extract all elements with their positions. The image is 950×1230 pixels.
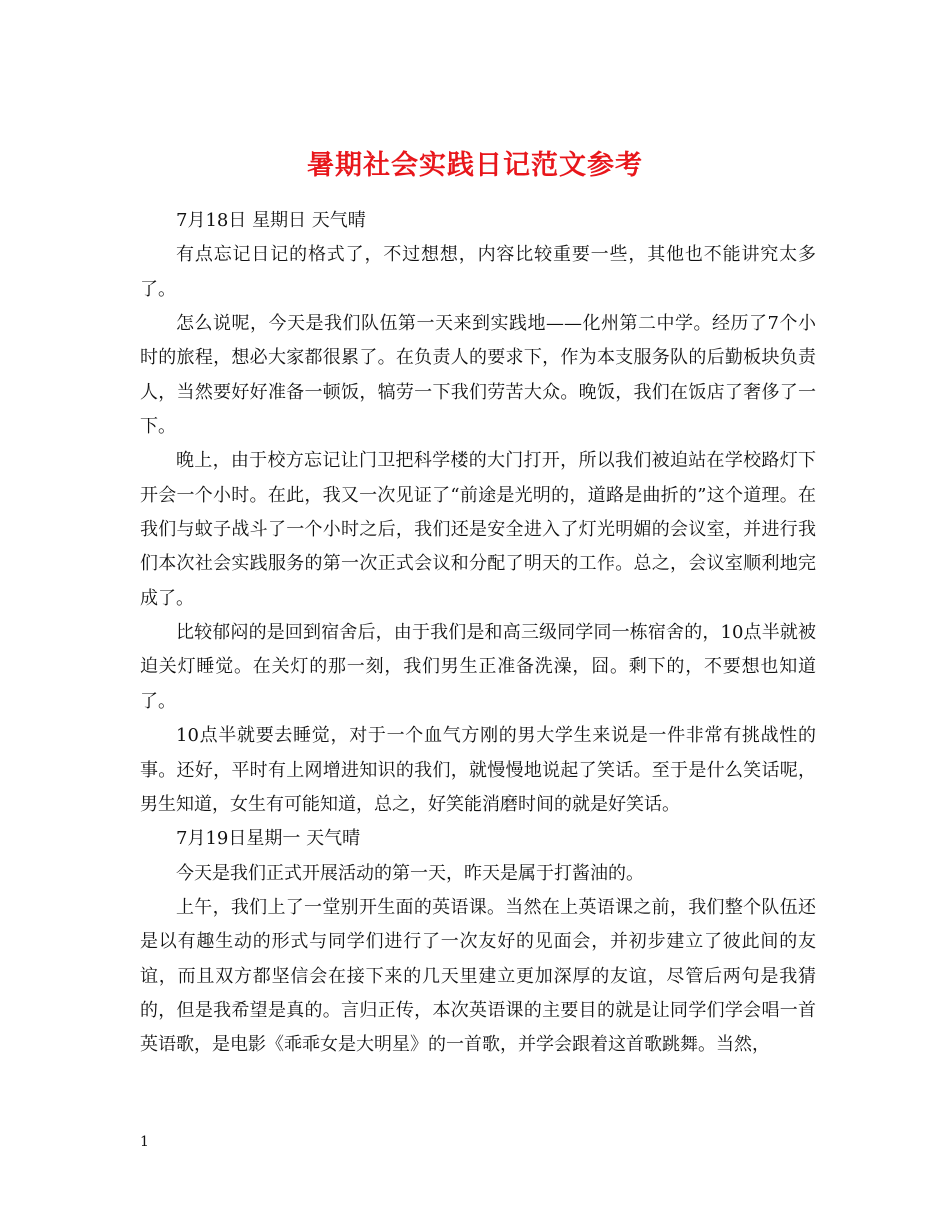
paragraph: 今天是我们正式开展活动的第一天，昨天是属于打酱油的。 [176, 862, 644, 884]
paragraph: 比较郁闷的是回到宿舍后，由于我们是和高三级同学同一栋宿舍的，10点半就被迫关灯睡觉。在关灯的那一刻，我们男生正准备洗澡，囧。剩下的，不要想也知道了。 [140, 622, 816, 712]
paragraph: 怎么说呢，今天是我们队伍第一天来到实践地——化州第二中学。经历了7个小时的旅程，想必大家都很累了。在负责人的要求下，作为本支服务队的后勤板块负责人，当然要好好准备一顿饭，犒劳一下我们劳苦大众。晚饭，我们在饭店了奢侈了一下。 [140, 313, 816, 438]
page-number: 1 [140, 1134, 149, 1150]
paragraph-date-0719: 7月19日星期一 天气晴 [176, 828, 361, 850]
paragraph-date-0718: 7月18日 星期日 天气晴 [176, 210, 366, 231]
document-title: 暑期社会实践日记范文参考 [307, 150, 643, 182]
paragraph: 上午，我们上了一堂别开生面的英语课。当然在上英语课之前，我们整个队伍还是以有趣生动的形式与同学们进行了一次友好的见面会，并初步建立了彼此间的友谊，而且双方都坚信会在接下来的几天里建立更加深厚的友谊，尽管后两句是我猜的，但是我希望是真的。言归正传，本次英语课的主要目的就是让同学们学会唱一首英语歌，是电影《乖乖女是大明星》的一首歌，并学会跟着这首歌跳舞。当然， [140, 896, 816, 1056]
paragraph: 10点半就要去睡觉，对于一个血气方刚的男大学生来说是一件非常有挑战性的事。还好，平时有上网增进知识的我们，就慢慢地说起了笑话。至于是什么笑话呢，男生知道，女生有可能知道，总之，好笑能消磨时间的就是好笑话。 [140, 725, 816, 815]
document-body [140, 204, 816, 1063]
paragraph: 有点忘记日记的格式了，不过想想，内容比较重要一些，其他也不能讲究太多了。 [140, 244, 816, 300]
paragraph: 晚上，由于校方忘记让门卫把科学楼的大门打开，所以我们被迫站在学校路灯下开会一个小时。在此，我又一次见证了“前途是光明的，道路是曲折的”这个道理。在我们与蚊子战斗了一个小时之后，我们还是安全进入了灯光明媚的会议室，并进行我们本次社会实践服务的第一次正式会议和分配了明天的工作。总之，会议室顺利地完成了。 [140, 450, 816, 609]
